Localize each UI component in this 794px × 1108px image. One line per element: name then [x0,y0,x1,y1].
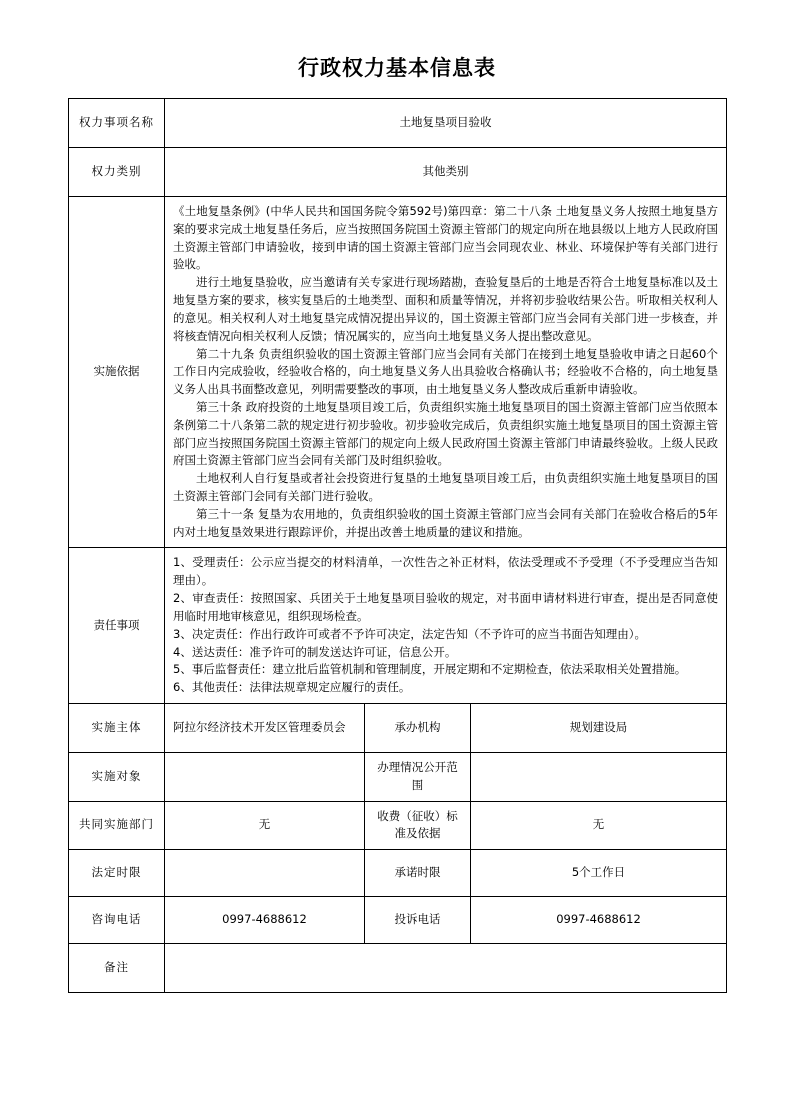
duty-item: 5、事后监督责任：建立批后监管机制和管理制度，开展定期和不定期检查，依法采取相关处置措施。 [173,662,687,677]
basis-value [165,197,727,548]
legal-limit-label: 法定时限 [69,850,165,897]
subject-value: 阿拉尔经济技术开发区管理委员会 [165,703,365,752]
basis-paragraph: 进行土地复垦验收，应当邀请有关专家进行现场踏勘，查验复垦后的土地是否符合土地复垦标准以及土地复垦方案的要求，核实复垦后的土地类型、面积和质量等情况，并将初步验收结果公告。听取相关权利人的意见。相关权利人对土地复垦完成情况提出异议的，国土资源主管部门应当会同有关部门进一步核查，并将核查情况向相关权利人反馈；情况属实的，应当向土地复垦义务人提出整改意见。 [173,275,719,343]
table-row [69,801,727,850]
table-row [69,99,727,148]
object-label: 实施对象 [69,752,165,801]
power-category-label: 权力类别 [69,148,165,197]
consult-value: 0997-4688612 [165,897,365,944]
table-row [69,850,727,897]
joint-label: 共同实施部门 [69,801,165,850]
object-value [165,752,365,801]
power-name-label: 权力事项名称 [69,99,165,148]
table-row [69,148,727,197]
duty-item: 3、决定责任：作出行政许可或者不予许可决定，法定告知（不予许可的应当书面告知理由）。 [173,626,647,641]
complaint-label: 投诉电话 [365,897,471,944]
legal-limit-value [165,850,365,897]
basis-paragraph: 第三十一条 复垦为农用地的，负责组织验收的国土资源主管部门应当会同有关部门在验收合格后的5年内对土地复垦效果进行跟踪评价，并提出改善土地质量的建议和措施。 [173,506,719,539]
remark-label: 备注 [69,944,165,993]
power-name-value: 土地复垦项目验收 [165,99,727,148]
duty-item: 1、受理责任：公示应当提交的材料清单，一次性告之补正材料，依法受理或不予受理（不予受理应当告知理由）。 [173,555,719,588]
joint-value: 无 [165,801,365,850]
remark-value [165,944,727,993]
complaint-value: 0997-4688612 [471,897,727,944]
fee-label: 收费（征收）标准及依据 [365,801,471,850]
promise-limit-label: 承诺时限 [365,850,471,897]
duty-item: 6、其他责任：法律法规章规定应履行的责任。 [173,680,411,695]
basis-paragraph: 第三十条 政府投资的土地复垦项目竣工后，负责组织实施土地复垦项目的国土资源主管部门应当依照本条例第二十八条第二款的规定进行初步验收。初步验收完成后，负责组织实施土地复垦项目的国土资源主管部门应当按照国务院国土资源主管部门的规定向上级人民政府国土资源主管部门申请最终验收。上级人民政府国土资源主管部门应当会同有关部门及时组织验收。 [173,399,719,468]
table-row [69,897,727,944]
basis-paragraph: 第二十九条 负责组织验收的国土资源主管部门应当会同有关部门在接到土地复垦验收申请之日起60个工作日内完成验收，经验收合格的，向土地复垦义务人出具验收合格确认书；经验收不合格的，向土地复垦义务人出具书面整改意见，列明需要整改的事项，由土地复垦义务人整改成后重新申请验收。 [173,346,719,397]
table-row [69,548,727,704]
table-row [69,944,727,993]
promise-limit-value: 5个工作日 [471,850,727,897]
power-category-value: 其他类别 [165,148,727,197]
undertaker-value: 规划建设局 [471,703,727,752]
table-row [69,197,727,548]
disclosure-label: 办理情况公开范围 [365,752,471,801]
page-title: 行政权力基本信息表 [298,55,496,80]
consult-label: 咨询电话 [69,897,165,944]
duty-value [165,548,727,704]
disclosure-value [471,752,727,801]
duty-item: 2、审查责任：按照国家、兵团关于土地复垦项目验收的规定，对书面申请材料进行审查，提出是否同意使用临时用地审核意见，组织现场检查。 [173,591,719,623]
basis-label: 实施依据 [69,197,165,548]
basis-paragraph: 土地权利人自行复垦或者社会投资进行复垦的土地复垦项目竣工后，由负责组织实施土地复垦项目的国土资源主管部门会同有关部门进行验收。 [173,471,719,503]
table-row [69,703,727,752]
power-info-table [68,98,727,993]
duty-item: 4、送达责任：准予许可的制发送达许可证，信息公开。 [173,644,457,659]
undertaker-label: 承办机构 [365,703,471,752]
basis-paragraph: 《土地复垦条例》(中华人民共和国国务院令第592号)第四章：第二十八条 土地复垦义务人按照土地复垦方案的要求完成土地复垦任务后，应当按照国务院国土资源主管部门的规定向所在地县级以上地方人民政府国土资源主管部门申请验收，接到申请的国土资源主管部门应当会同现农业、林业、环境保护等有关部门进行验收。 [173,204,719,272]
duty-label: 责任事项 [69,548,165,704]
subject-label: 实施主体 [69,703,165,752]
table-row [69,752,727,801]
fee-value: 无 [471,801,727,850]
